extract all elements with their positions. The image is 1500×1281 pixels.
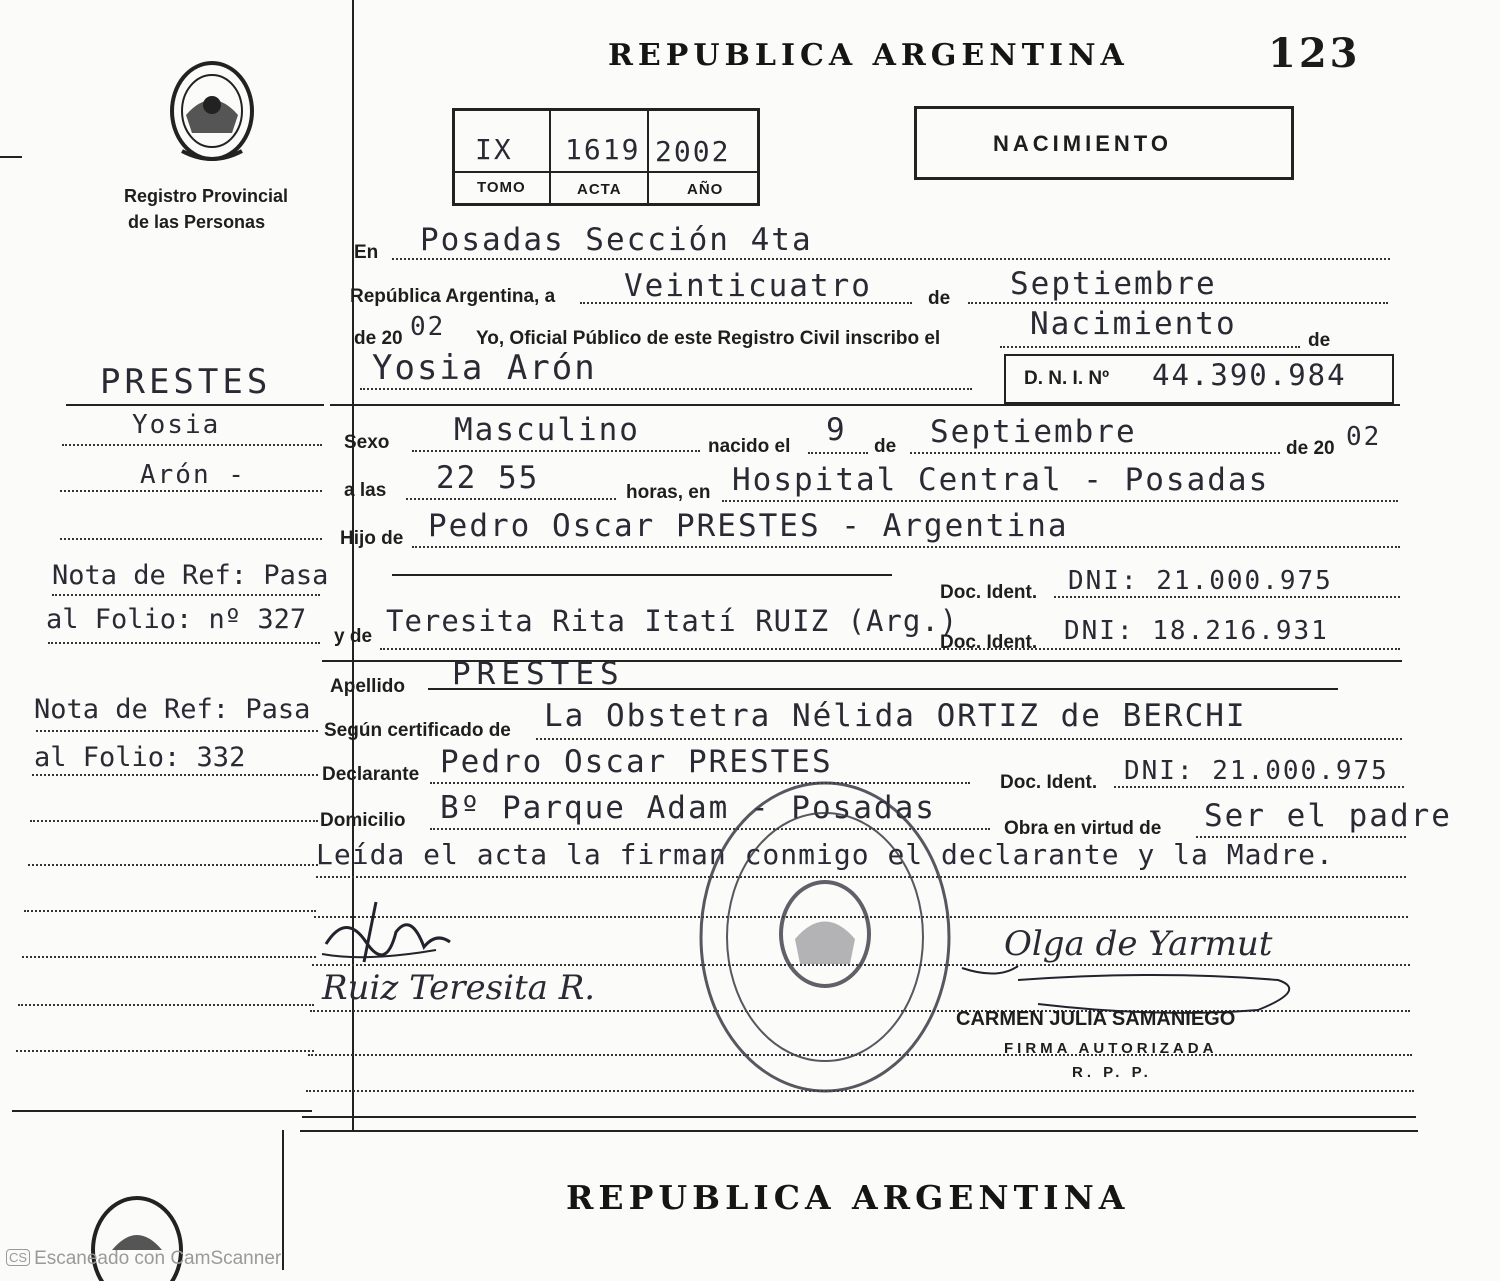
place-value: Posadas Sección 4ta [420, 222, 813, 258]
event-value: Nacimiento [1030, 306, 1237, 342]
year-suffix-value: 02 [410, 312, 446, 342]
obra-value: Ser el padre [1204, 798, 1452, 834]
declarante-doc-value: DNI: 21.000.975 [1124, 756, 1389, 786]
mother-doc-label: Doc. Ident. [940, 632, 1038, 653]
margin-line [52, 594, 320, 596]
margin-line [18, 1004, 314, 1006]
record-type: NACIMIENTO [993, 131, 1172, 156]
margin-line [60, 490, 322, 492]
obra-label: Obra en virtud de [1004, 818, 1162, 839]
line [808, 452, 868, 454]
birth-day-value: 9 [826, 412, 847, 448]
registry-name-2: de las Personas [128, 212, 266, 232]
margin-line [66, 404, 324, 406]
horas-label: horas, en [626, 482, 711, 503]
birth-place-value: Hospital Central - Posadas [732, 462, 1270, 498]
birth-year-value: 02 [1346, 422, 1382, 452]
a-las-label: a las [344, 480, 387, 501]
country-title: REPUBLICA ARGENTINA [608, 38, 1129, 73]
de-label-3: de [874, 436, 897, 457]
line [412, 546, 1400, 548]
hijo-label: Hijo de [340, 528, 404, 549]
officer-text: Yo, Oficial Público de este Registro Civil inscribo el [476, 328, 941, 349]
line [330, 404, 1400, 406]
margin-note-1a: Nota de Ref: Pasa [52, 560, 329, 591]
record-type-box [914, 106, 1294, 180]
line [380, 648, 1400, 650]
country-title-bottom: REPUBLICA ARGENTINA [566, 1178, 1130, 1217]
margin-line [60, 538, 322, 540]
mother-value: Teresita Rita Itatí RUIZ (Arg.) [386, 604, 959, 638]
apellido-label: Apellido [330, 676, 405, 697]
margin-note-1b: al Folio: nº 327 [46, 604, 307, 635]
line [1114, 786, 1404, 788]
coat-of-arms-icon [162, 55, 262, 165]
certificate-value: La Obstetra Nélida ORTIZ de BERCHI [544, 698, 1247, 734]
line [302, 1116, 1416, 1118]
tomo-label: TOMO [477, 179, 526, 196]
line [392, 574, 892, 576]
line [392, 258, 1390, 260]
margin-line [24, 910, 316, 912]
year-prefix-label: de 20 [354, 328, 403, 349]
domicilio-value: Bº Parque Adam - Posadas [440, 790, 936, 826]
nacido-label: nacido el [708, 436, 791, 457]
officer-name: CARMEN JULIA SAMANIEGO [956, 1008, 1236, 1030]
birth-year-label: de 20 [1286, 438, 1335, 459]
line [968, 302, 1388, 304]
margin-note-2b: al Folio: 332 [34, 742, 246, 773]
line [580, 302, 912, 304]
margin-line [48, 642, 320, 644]
stub-tick [0, 156, 22, 158]
dni-value: 44.390.984 [1152, 358, 1347, 392]
line [406, 498, 616, 500]
father-value: Pedro Oscar PRESTES - Argentina [428, 508, 1069, 544]
declarante-value: Pedro Oscar PRESTES [440, 744, 833, 780]
time-value: 22 55 [436, 460, 540, 496]
officer-dept: R. P. P. [1072, 1064, 1152, 1081]
record-number-box [452, 108, 760, 206]
folio-number: 123 [1268, 30, 1361, 77]
dni-label: D. N. I. Nº [1024, 368, 1110, 389]
mother-signature: Ruiz Teresita R. [322, 968, 596, 1008]
officer-title: FIRMA AUTORIZADA [1004, 1040, 1218, 1057]
line [1054, 596, 1400, 598]
line [536, 738, 1402, 740]
republica-label: República Argentina, a [350, 286, 556, 307]
reading-value: Leída el acta la firman conmigo el declarante y la Madre. [316, 838, 1334, 871]
declarante-label: Declarante [322, 764, 420, 785]
margin-given-2: Arón - [140, 460, 246, 490]
month-value: Septiembre [1010, 266, 1217, 302]
line [360, 388, 972, 390]
line [910, 452, 1280, 454]
margin-line [12, 1110, 312, 1112]
margin-note-2a: Nota de Ref: Pasa [34, 694, 311, 725]
scanner-watermark [6, 1248, 281, 1270]
sexo-value: Masculino [454, 412, 640, 448]
child-name-value: Yosia Arón [372, 348, 597, 388]
line [722, 500, 1398, 502]
margin-line [32, 774, 318, 776]
officer-signature: Olga de Yarmut [1004, 924, 1273, 964]
margin-line [30, 820, 318, 822]
line [300, 1130, 1418, 1132]
father-doc-label: Doc. Ident. [940, 582, 1038, 603]
margin-line [16, 1050, 314, 1052]
domicilio-label: Domicilio [320, 810, 406, 831]
mother-doc-value: DNI: 18.216.931 [1064, 616, 1329, 646]
scanner-watermark-text: Escaneado con CamScanner [34, 1248, 282, 1269]
official-seal [690, 774, 960, 1100]
y-de-label: y de [334, 626, 373, 647]
registry-name-1: Registro Provincial [124, 186, 289, 206]
line [1000, 346, 1300, 348]
tomo-value: IX [475, 133, 513, 166]
margin-line [28, 864, 318, 866]
en-label: En [354, 242, 379, 263]
margin-line [22, 956, 316, 958]
de-label-2: de [1308, 330, 1331, 351]
dni-box [1004, 354, 1394, 404]
declarante-doc-label: Doc. Ident. [1000, 772, 1098, 793]
stub-divider [282, 1130, 284, 1270]
segun-label: Según certificado de [324, 720, 511, 741]
line [412, 450, 700, 452]
de-label: de [928, 288, 951, 309]
line [428, 688, 1338, 690]
margin-surname: PRESTES [100, 362, 272, 402]
father-doc-value: DNI: 21.000.975 [1068, 566, 1333, 596]
ano-value: 2002 [655, 135, 731, 168]
sexo-label: Sexo [344, 432, 390, 453]
margin-line [36, 730, 318, 732]
margin-given-1: Yosia [132, 410, 221, 440]
apellido-value: PRESTES [452, 656, 625, 692]
acta-label: ACTA [577, 181, 622, 198]
acta-value: 1619 [565, 133, 641, 166]
margin-line [62, 444, 322, 446]
birth-month-value: Septiembre [930, 414, 1137, 450]
ano-label: AÑO [687, 181, 724, 198]
day-value: Veinticuatro [624, 268, 872, 304]
camscanner-logo-icon: CS [6, 1249, 30, 1266]
father-signature [316, 892, 456, 972]
